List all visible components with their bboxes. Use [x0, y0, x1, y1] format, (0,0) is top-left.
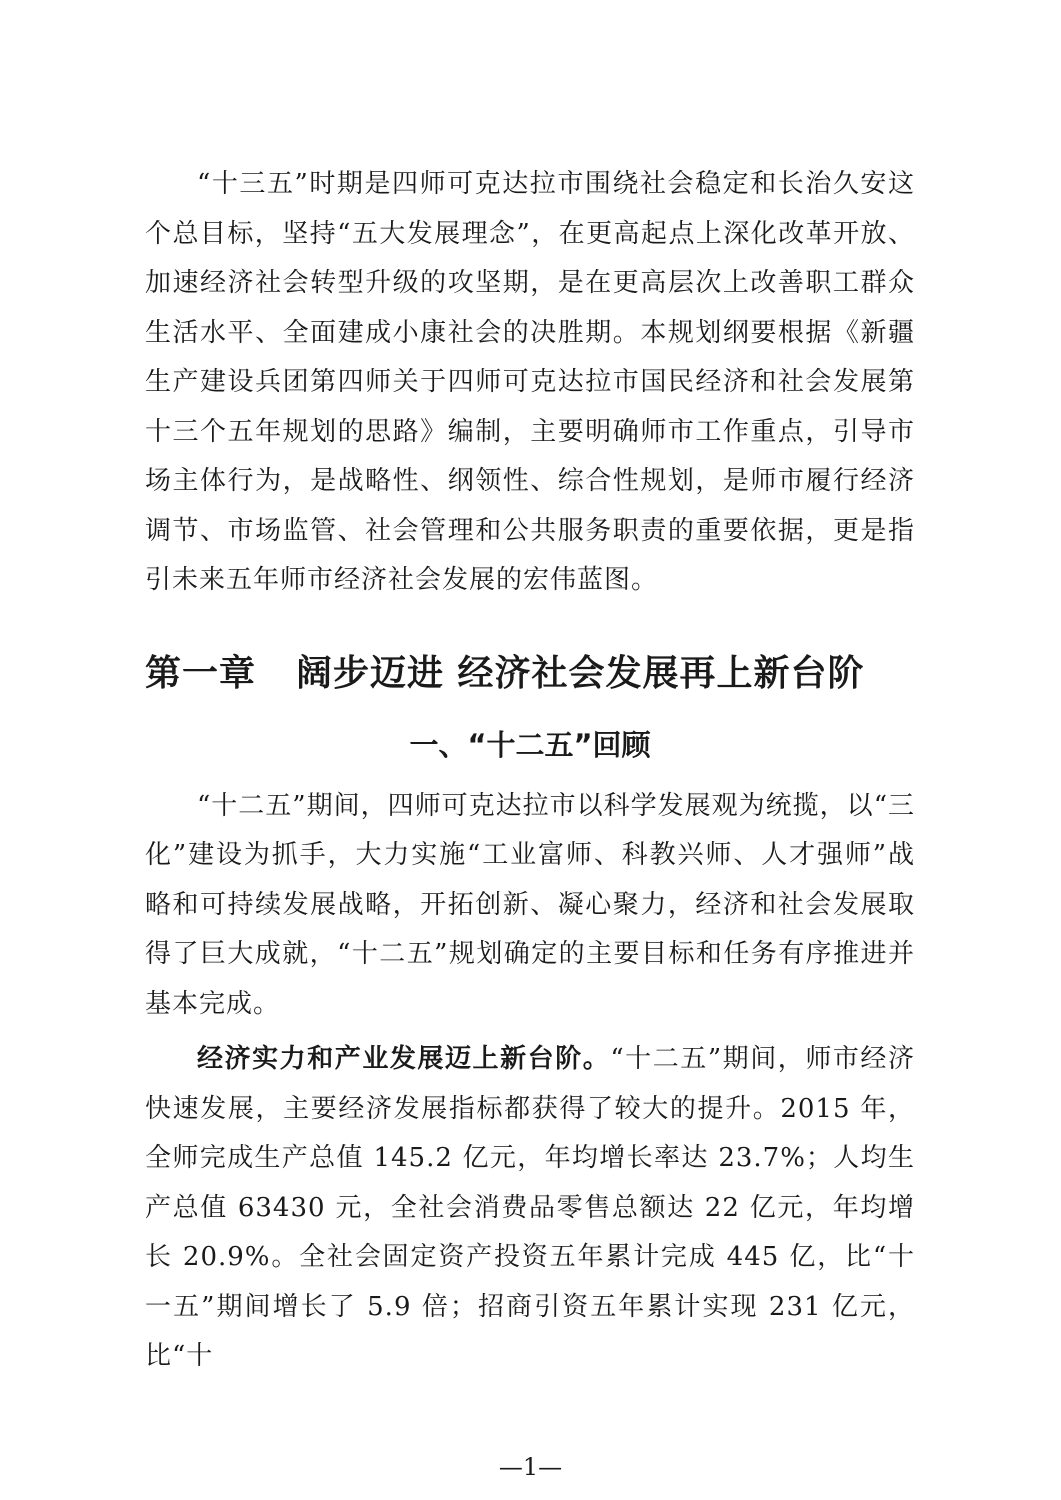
page-number: —1— — [498, 1453, 563, 1481]
chapter-heading — [145, 646, 915, 702]
paragraph-body-text: “十二五”期间，师市经济快速发展，主要经济发展指标都获得了较大的提升。2015 年，全师完成生产总值 145.2 亿元，年均增长率达 23.7%；人均生产总值 63430 元，全社会消费品零售总额达 22 亿元，年均增长 20.9%。全社会固定资产投资五年累计完成 445 亿，比“十一五”期间增长了 5.9 倍；招商引资五年累计实现 231 亿元，比“十 — [145, 1044, 915, 1371]
paragraph-lead-heading: 经济实力和产业发展迈上新台阶。 — [197, 1044, 611, 1074]
chapter-number: 第一章 — [145, 652, 257, 694]
section-heading: 一、“十二五”回顾 — [409, 727, 651, 762]
body-paragraph-2 — [145, 1035, 915, 1382]
document-page — [145, 160, 915, 1382]
intro-paragraph: “十三五”时期是四师可克达拉市围绕社会稳定和长治久安这个总目标，坚持“五大发展理念”，在更高起点上深化改革开放、加速经济社会转型升级的攻坚期，是在更高层次上改善职工群众生活水平、全面建成小康社会的决胜期。本规划纲要根据《新疆生产建设兵团第四师关于四师可克达拉市国民经济和社会发展第十三个五年规划的思路》编制，主要明确师市工作重点，引导市场主体行为，是战略性、纲领性、综合性规划，是师市履行经济调节、市场监管、社会管理和公共服务职责的重要依据，更是指引未来五年师市经济社会发展的宏伟蓝图。 — [145, 169, 915, 595]
body-paragraph-1: “十二五”期间，四师可克达拉市以科学发展观为统揽，以“三化”建设为抓手，大力实施“工业富师、科教兴师、人才强师”战略和可持续发展战略，开拓创新、凝心聚力，经济和社会发展取得了巨大成就，“十二五”规划确定的主要目标和任务有序推进并基本完成。 — [145, 790, 915, 1019]
chapter-title: 阔步迈进 经济社会发展再上新台阶 — [296, 652, 865, 694]
